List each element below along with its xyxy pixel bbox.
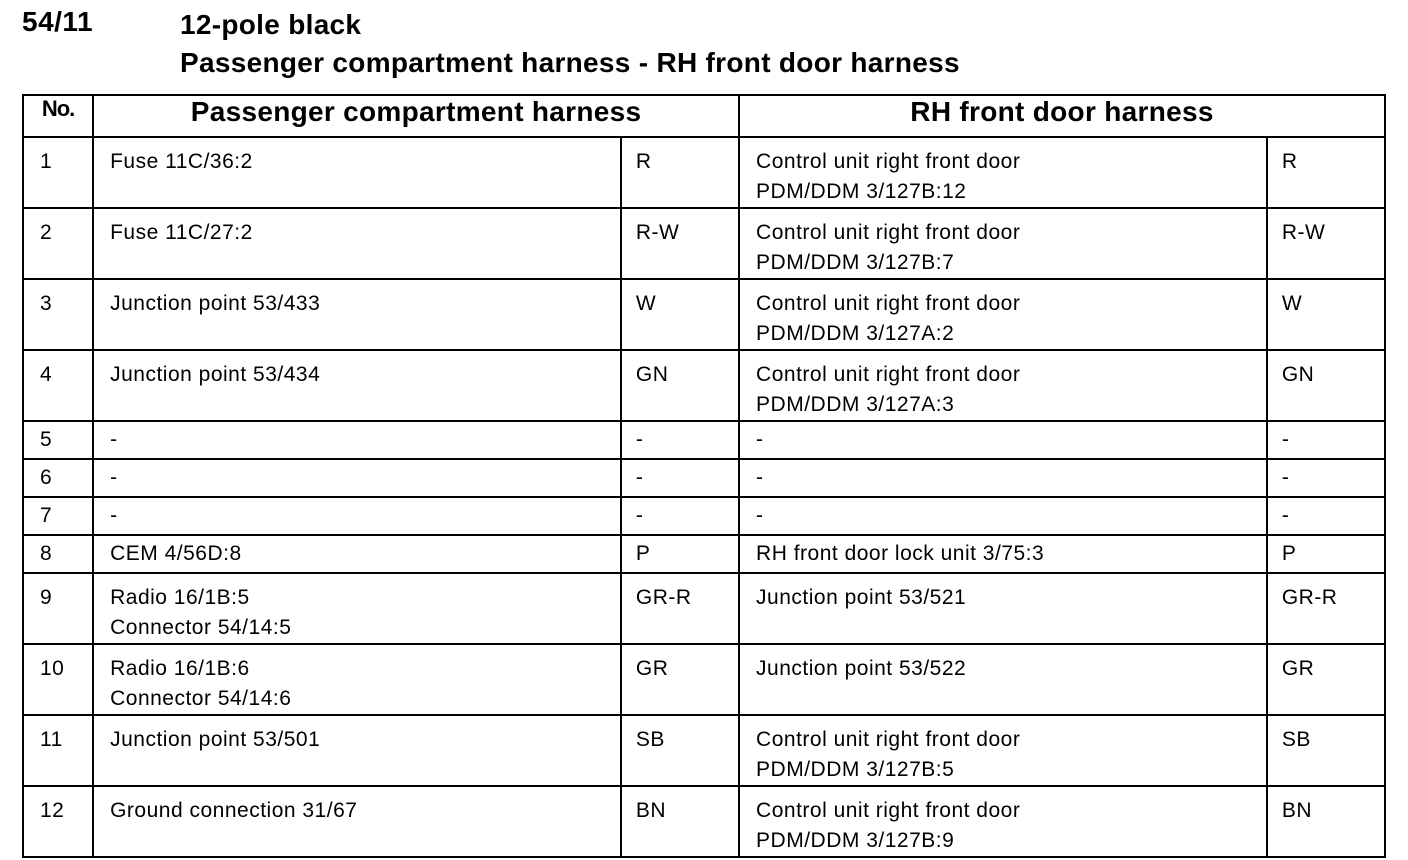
table-row: [23, 137, 1385, 208]
passenger-wire-color-text: -: [635, 466, 644, 489]
rh-door-harness-connection: [739, 715, 1267, 786]
passenger-harness-connection-line: Connector 54/14:5: [110, 616, 292, 639]
pin-number: [23, 350, 93, 421]
passenger-harness-connection-line: -: [110, 428, 118, 451]
passenger-wire-color-text: R-W: [635, 221, 680, 244]
passenger-harness-connection-line: Ground connection 31/67: [110, 799, 358, 822]
rh-door-wire-color-text: GN: [1281, 363, 1315, 386]
passenger-harness-connection: [93, 573, 621, 644]
pin-table: [22, 94, 1386, 858]
column-header-rh-door: RH front door harness: [739, 95, 1385, 137]
passenger-harness-connection: [93, 137, 621, 208]
passenger-wire-color-text: SB: [635, 728, 665, 751]
rh-door-wire-color: [1267, 350, 1385, 421]
rh-door-wire-color: [1267, 573, 1385, 644]
passenger-wire-color-text: W: [635, 292, 657, 315]
table-body: [23, 137, 1385, 857]
passenger-wire-color-text: -: [635, 504, 644, 527]
pin-number: [23, 644, 93, 715]
rh-door-harness-connection-line: Control unit right front door: [756, 799, 1021, 822]
pin-number-text: 2: [40, 221, 53, 244]
passenger-wire-color: [621, 497, 739, 535]
passenger-wire-color-text: GN: [635, 363, 669, 386]
passenger-harness-connection-line: Radio 16/1B:6: [110, 657, 250, 680]
rh-door-harness-connection-line: -: [756, 428, 764, 451]
rh-door-harness-connection: [739, 535, 1267, 573]
pin-number: [23, 137, 93, 208]
rh-door-harness-connection-line: RH front door lock unit 3/75:3: [756, 542, 1045, 565]
pin-number: [23, 497, 93, 535]
table-row: [23, 208, 1385, 279]
connector-code: 54/11: [22, 6, 94, 37]
rh-door-harness-connection-line: PDM/DDM 3/127B:12: [756, 180, 967, 203]
passenger-harness-connection: [93, 459, 621, 497]
rh-door-harness-connection-line: PDM/DDM 3/127B:5: [756, 758, 955, 781]
rh-door-harness-connection-line: -: [756, 466, 764, 489]
rh-door-harness-connection-line: Control unit right front door: [756, 292, 1021, 315]
rh-door-wire-color: [1267, 497, 1385, 535]
rh-door-wire-color-text: W: [1281, 292, 1303, 315]
passenger-wire-color: [621, 786, 739, 857]
rh-door-wire-color-text: R-W: [1281, 221, 1326, 244]
rh-door-wire-color-text: GR: [1281, 657, 1315, 680]
passenger-harness-connection-line: Junction point 53/433: [110, 292, 321, 315]
rh-door-wire-color: [1267, 644, 1385, 715]
passenger-wire-color-text: R: [635, 150, 652, 173]
table-row: [23, 715, 1385, 786]
passenger-wire-color: [621, 459, 739, 497]
rh-door-harness-connection-line: PDM/DDM 3/127A:3: [756, 393, 955, 416]
passenger-harness-connection-line: Junction point 53/501: [110, 728, 321, 751]
table-row: [23, 535, 1385, 573]
pin-number: [23, 535, 93, 573]
pin-number-text: 5: [40, 428, 53, 451]
rh-door-harness-connection-line: PDM/DDM 3/127A:2: [756, 322, 955, 345]
pin-number-text: 8: [40, 542, 53, 565]
passenger-harness-connection-line: Connector 54/14:6: [110, 687, 292, 710]
pin-number: [23, 573, 93, 644]
rh-door-harness-connection-line: Junction point 53/521: [756, 586, 967, 609]
rh-door-wire-color-text: BN: [1281, 799, 1312, 822]
pin-number: [23, 459, 93, 497]
passenger-harness-connection: [93, 497, 621, 535]
passenger-wire-color: [621, 421, 739, 459]
rh-door-harness-connection: [739, 786, 1267, 857]
rh-door-wire-color: [1267, 715, 1385, 786]
passenger-harness-connection: [93, 208, 621, 279]
rh-door-harness-connection-line: PDM/DDM 3/127B:7: [756, 251, 955, 274]
rh-door-harness-connection-line: Control unit right front door: [756, 150, 1021, 173]
passenger-wire-color-text: GR-R: [635, 586, 692, 609]
table-header-row: [23, 95, 1385, 137]
passenger-wire-color: [621, 279, 739, 350]
passenger-harness-connection-line: -: [110, 504, 118, 527]
passenger-harness-connection: [93, 350, 621, 421]
rh-door-wire-color-text: -: [1281, 428, 1290, 451]
passenger-harness-connection-line: Fuse 11C/27:2: [110, 221, 253, 244]
rh-door-wire-color: [1267, 786, 1385, 857]
rh-door-wire-color: [1267, 459, 1385, 497]
table-row: [23, 786, 1385, 857]
column-header-no: No.: [23, 95, 93, 137]
pin-number-text: 3: [40, 292, 53, 315]
pin-number: [23, 279, 93, 350]
passenger-wire-color: [621, 350, 739, 421]
rh-door-harness-connection: [739, 573, 1267, 644]
passenger-harness-connection: [93, 279, 621, 350]
passenger-wire-color: [621, 137, 739, 208]
rh-door-wire-color: [1267, 279, 1385, 350]
passenger-harness-connection-line: Radio 16/1B:5: [110, 586, 250, 609]
page-title: [180, 6, 960, 82]
rh-door-harness-connection-line: Control unit right front door: [756, 728, 1021, 751]
rh-door-harness-connection-line: Junction point 53/522: [756, 657, 967, 680]
passenger-harness-connection-line: Junction point 53/434: [110, 363, 321, 386]
table-row: [23, 279, 1385, 350]
rh-door-harness-connection: [739, 459, 1267, 497]
pin-number-text: 9: [40, 586, 53, 609]
passenger-harness-connection-line: CEM 4/56D:8: [110, 542, 242, 565]
passenger-wire-color: [621, 573, 739, 644]
table-row: [23, 459, 1385, 497]
passenger-wire-color: [621, 208, 739, 279]
rh-door-wire-color: [1267, 421, 1385, 459]
rh-door-harness-connection-line: -: [756, 504, 764, 527]
rh-door-harness-connection: [739, 644, 1267, 715]
rh-door-harness-connection: [739, 208, 1267, 279]
pin-number: [23, 715, 93, 786]
rh-door-harness-connection: [739, 497, 1267, 535]
pin-number-text: 7: [40, 504, 53, 527]
pin-number-text: 4: [40, 363, 53, 386]
table-row: [23, 497, 1385, 535]
rh-door-harness-connection: [739, 279, 1267, 350]
rh-door-wire-color-text: -: [1281, 504, 1290, 527]
column-header-passenger: Passenger compartment harness: [93, 95, 739, 137]
rh-door-harness-connection-line: PDM/DDM 3/127B:9: [756, 829, 955, 852]
title-line-1: 12-pole black: [180, 9, 362, 40]
rh-door-wire-color: [1267, 208, 1385, 279]
pin-number-text: 1: [40, 150, 53, 173]
rh-door-wire-color: [1267, 535, 1385, 573]
table-row: [23, 350, 1385, 421]
passenger-wire-color-text: -: [635, 428, 644, 451]
passenger-harness-connection: [93, 786, 621, 857]
pin-number-text: 6: [40, 466, 53, 489]
rh-door-harness-connection-line: Control unit right front door: [756, 221, 1021, 244]
rh-door-wire-color-text: -: [1281, 466, 1290, 489]
pin-number-text: 10: [40, 657, 65, 680]
passenger-wire-color-text: BN: [635, 799, 667, 822]
passenger-wire-color-text: P: [635, 542, 651, 565]
passenger-harness-connection: [93, 715, 621, 786]
rh-door-wire-color-text: R: [1281, 150, 1298, 173]
passenger-harness-connection: [93, 535, 621, 573]
rh-door-harness-connection: [739, 137, 1267, 208]
rh-door-harness-connection-line: Control unit right front door: [756, 363, 1021, 386]
pin-number-text: 11: [40, 728, 63, 751]
rh-door-wire-color-text: GR-R: [1281, 586, 1338, 609]
pin-number: [23, 208, 93, 279]
passenger-harness-connection-line: -: [110, 466, 118, 489]
passenger-harness-connection: [93, 421, 621, 459]
passenger-wire-color: [621, 535, 739, 573]
table-row: [23, 573, 1385, 644]
passenger-wire-color: [621, 644, 739, 715]
pin-number: [23, 786, 93, 857]
rh-door-wire-color: [1267, 137, 1385, 208]
passenger-harness-connection: [93, 644, 621, 715]
rh-door-wire-color-text: SB: [1281, 728, 1311, 751]
title-line-2: Passenger compartment harness - RH front door harness: [180, 47, 960, 78]
table-row: [23, 421, 1385, 459]
passenger-harness-connection-line: Fuse 11C/36:2: [110, 150, 253, 173]
passenger-wire-color-text: GR: [635, 657, 669, 680]
passenger-wire-color: [621, 715, 739, 786]
pin-number: [23, 421, 93, 459]
rh-door-harness-connection: [739, 421, 1267, 459]
pin-number-text: 12: [40, 799, 65, 822]
table-row: [23, 644, 1385, 715]
rh-door-wire-color-text: P: [1281, 542, 1297, 565]
rh-door-harness-connection: [739, 350, 1267, 421]
